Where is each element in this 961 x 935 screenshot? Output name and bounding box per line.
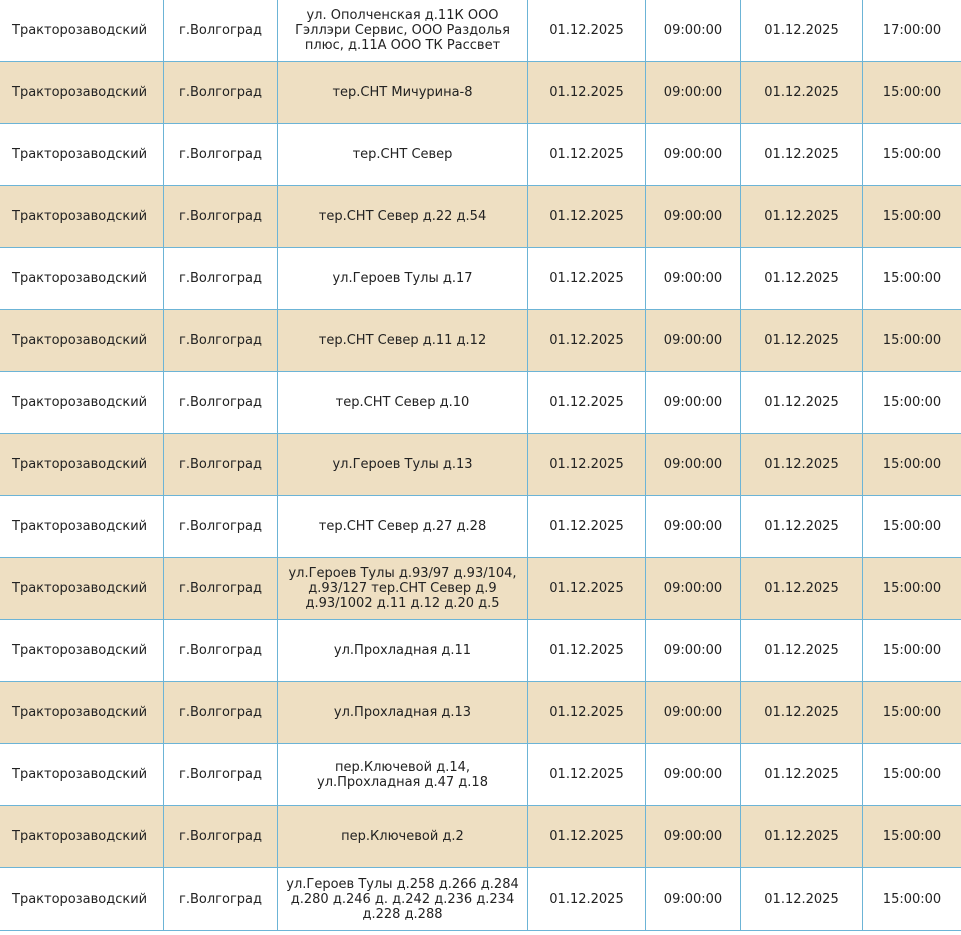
address-cell: тер.СНТ Мичурина-8 (278, 62, 528, 124)
table-row (0, 124, 961, 186)
table-row (0, 62, 961, 124)
address-cell: тер.СНТ Север д.11 д.12 (278, 310, 528, 372)
table-row (0, 744, 961, 806)
city-cell: г.Волгоград (164, 186, 278, 248)
start-time-cell: 09:00:00 (646, 434, 741, 496)
start-date-cell: 01.12.2025 (528, 620, 646, 682)
address-cell: ул.Героев Тулы д.258 д.266 д.284 д.280 д.246 д. д.242 д.236 д.234 д.228 д.288 (278, 868, 528, 931)
start-time-cell: 09:00:00 (646, 682, 741, 744)
start-time-cell: 09:00:00 (646, 868, 741, 931)
start-date-cell: 01.12.2025 (528, 434, 646, 496)
start-date-cell: 01.12.2025 (528, 310, 646, 372)
start-time-cell: 09:00:00 (646, 806, 741, 868)
address-cell: ул.Героев Тулы д.17 (278, 248, 528, 310)
start-time-cell: 09:00:00 (646, 620, 741, 682)
district-cell: Тракторозаводский (0, 806, 164, 868)
start-date-cell: 01.12.2025 (528, 682, 646, 744)
end-date-cell: 01.12.2025 (741, 0, 863, 62)
address-cell: тер.СНТ Север (278, 124, 528, 186)
end-time-cell: 15:00:00 (863, 124, 961, 186)
end-time-cell: 15:00:00 (863, 372, 961, 434)
start-time-cell: 09:00:00 (646, 248, 741, 310)
end-time-cell: 15:00:00 (863, 868, 961, 931)
end-time-cell: 15:00:00 (863, 310, 961, 372)
address-cell: пер.Ключевой д.14, ул.Прохладная д.47 д.18 (278, 744, 528, 806)
end-time-cell: 15:00:00 (863, 620, 961, 682)
end-time-cell: 15:00:00 (863, 434, 961, 496)
end-date-cell: 01.12.2025 (741, 806, 863, 868)
start-date-cell: 01.12.2025 (528, 248, 646, 310)
end-date-cell: 01.12.2025 (741, 310, 863, 372)
end-date-cell: 01.12.2025 (741, 558, 863, 620)
end-time-cell: 15:00:00 (863, 682, 961, 744)
start-time-cell: 09:00:00 (646, 744, 741, 806)
table-row (0, 248, 961, 310)
start-date-cell: 01.12.2025 (528, 806, 646, 868)
address-cell: ул. Ополченская д.11К ООО Гэллэри Сервис, ООО Раздолья плюс, д.11А ООО ТК Рассвет (278, 0, 528, 62)
city-cell: г.Волгоград (164, 620, 278, 682)
start-date-cell: 01.12.2025 (528, 186, 646, 248)
end-time-cell: 15:00:00 (863, 62, 961, 124)
table-row (0, 620, 961, 682)
table-row (0, 496, 961, 558)
district-cell: Тракторозаводский (0, 0, 164, 62)
end-date-cell: 01.12.2025 (741, 434, 863, 496)
start-time-cell: 09:00:00 (646, 62, 741, 124)
table-row (0, 0, 961, 62)
start-date-cell: 01.12.2025 (528, 868, 646, 931)
start-time-cell: 09:00:00 (646, 372, 741, 434)
end-date-cell: 01.12.2025 (741, 186, 863, 248)
address-cell: ул.Прохладная д.11 (278, 620, 528, 682)
start-date-cell: 01.12.2025 (528, 124, 646, 186)
end-date-cell: 01.12.2025 (741, 744, 863, 806)
district-cell: Тракторозаводский (0, 310, 164, 372)
end-time-cell: 15:00:00 (863, 558, 961, 620)
end-date-cell: 01.12.2025 (741, 620, 863, 682)
address-cell: тер.СНТ Север д.27 д.28 (278, 496, 528, 558)
district-cell: Тракторозаводский (0, 434, 164, 496)
start-date-cell: 01.12.2025 (528, 372, 646, 434)
city-cell: г.Волгоград (164, 372, 278, 434)
end-time-cell: 15:00:00 (863, 806, 961, 868)
city-cell: г.Волгоград (164, 310, 278, 372)
district-cell: Тракторозаводский (0, 558, 164, 620)
table-row (0, 868, 961, 931)
city-cell: г.Волгоград (164, 682, 278, 744)
end-time-cell: 15:00:00 (863, 186, 961, 248)
start-date-cell: 01.12.2025 (528, 496, 646, 558)
end-time-cell: 17:00:00 (863, 0, 961, 62)
end-time-cell: 15:00:00 (863, 248, 961, 310)
table-row (0, 186, 961, 248)
table-row (0, 682, 961, 744)
city-cell: г.Волгоград (164, 744, 278, 806)
city-cell: г.Волгоград (164, 868, 278, 931)
end-date-cell: 01.12.2025 (741, 62, 863, 124)
district-cell: Тракторозаводский (0, 248, 164, 310)
start-time-cell: 09:00:00 (646, 496, 741, 558)
city-cell: г.Волгоград (164, 558, 278, 620)
district-cell: Тракторозаводский (0, 186, 164, 248)
district-cell: Тракторозаводский (0, 372, 164, 434)
address-cell: ул.Героев Тулы д.13 (278, 434, 528, 496)
end-time-cell: 15:00:00 (863, 496, 961, 558)
table-row (0, 310, 961, 372)
end-date-cell: 01.12.2025 (741, 682, 863, 744)
start-date-cell: 01.12.2025 (528, 62, 646, 124)
start-time-cell: 09:00:00 (646, 124, 741, 186)
start-date-cell: 01.12.2025 (528, 0, 646, 62)
address-cell: тер.СНТ Север д.22 д.54 (278, 186, 528, 248)
city-cell: г.Волгоград (164, 496, 278, 558)
city-cell: г.Волгоград (164, 62, 278, 124)
end-date-cell: 01.12.2025 (741, 124, 863, 186)
table-row (0, 806, 961, 868)
table-row (0, 434, 961, 496)
start-time-cell: 09:00:00 (646, 0, 741, 62)
end-time-cell: 15:00:00 (863, 744, 961, 806)
district-cell: Тракторозаводский (0, 744, 164, 806)
district-cell: Тракторозаводский (0, 124, 164, 186)
table-row (0, 372, 961, 434)
address-cell: пер.Ключевой д.2 (278, 806, 528, 868)
table-row (0, 558, 961, 620)
district-cell: Тракторозаводский (0, 682, 164, 744)
address-cell: ул.Прохладная д.13 (278, 682, 528, 744)
district-cell: Тракторозаводский (0, 868, 164, 931)
start-time-cell: 09:00:00 (646, 186, 741, 248)
start-time-cell: 09:00:00 (646, 558, 741, 620)
address-cell: ул.Героев Тулы д.93/97 д.93/104, д.93/127 тер.СНТ Север д.9 д.93/1002 д.11 д.12 д.20 д.5 (278, 558, 528, 620)
city-cell: г.Волгоград (164, 0, 278, 62)
address-cell: тер.СНТ Север д.10 (278, 372, 528, 434)
end-date-cell: 01.12.2025 (741, 868, 863, 931)
start-date-cell: 01.12.2025 (528, 744, 646, 806)
city-cell: г.Волгоград (164, 806, 278, 868)
start-date-cell: 01.12.2025 (528, 558, 646, 620)
city-cell: г.Волгоград (164, 248, 278, 310)
end-date-cell: 01.12.2025 (741, 248, 863, 310)
city-cell: г.Волгоград (164, 124, 278, 186)
start-time-cell: 09:00:00 (646, 310, 741, 372)
district-cell: Тракторозаводский (0, 62, 164, 124)
end-date-cell: 01.12.2025 (741, 372, 863, 434)
city-cell: г.Волгоград (164, 434, 278, 496)
end-date-cell: 01.12.2025 (741, 496, 863, 558)
district-cell: Тракторозаводский (0, 496, 164, 558)
district-cell: Тракторозаводский (0, 620, 164, 682)
